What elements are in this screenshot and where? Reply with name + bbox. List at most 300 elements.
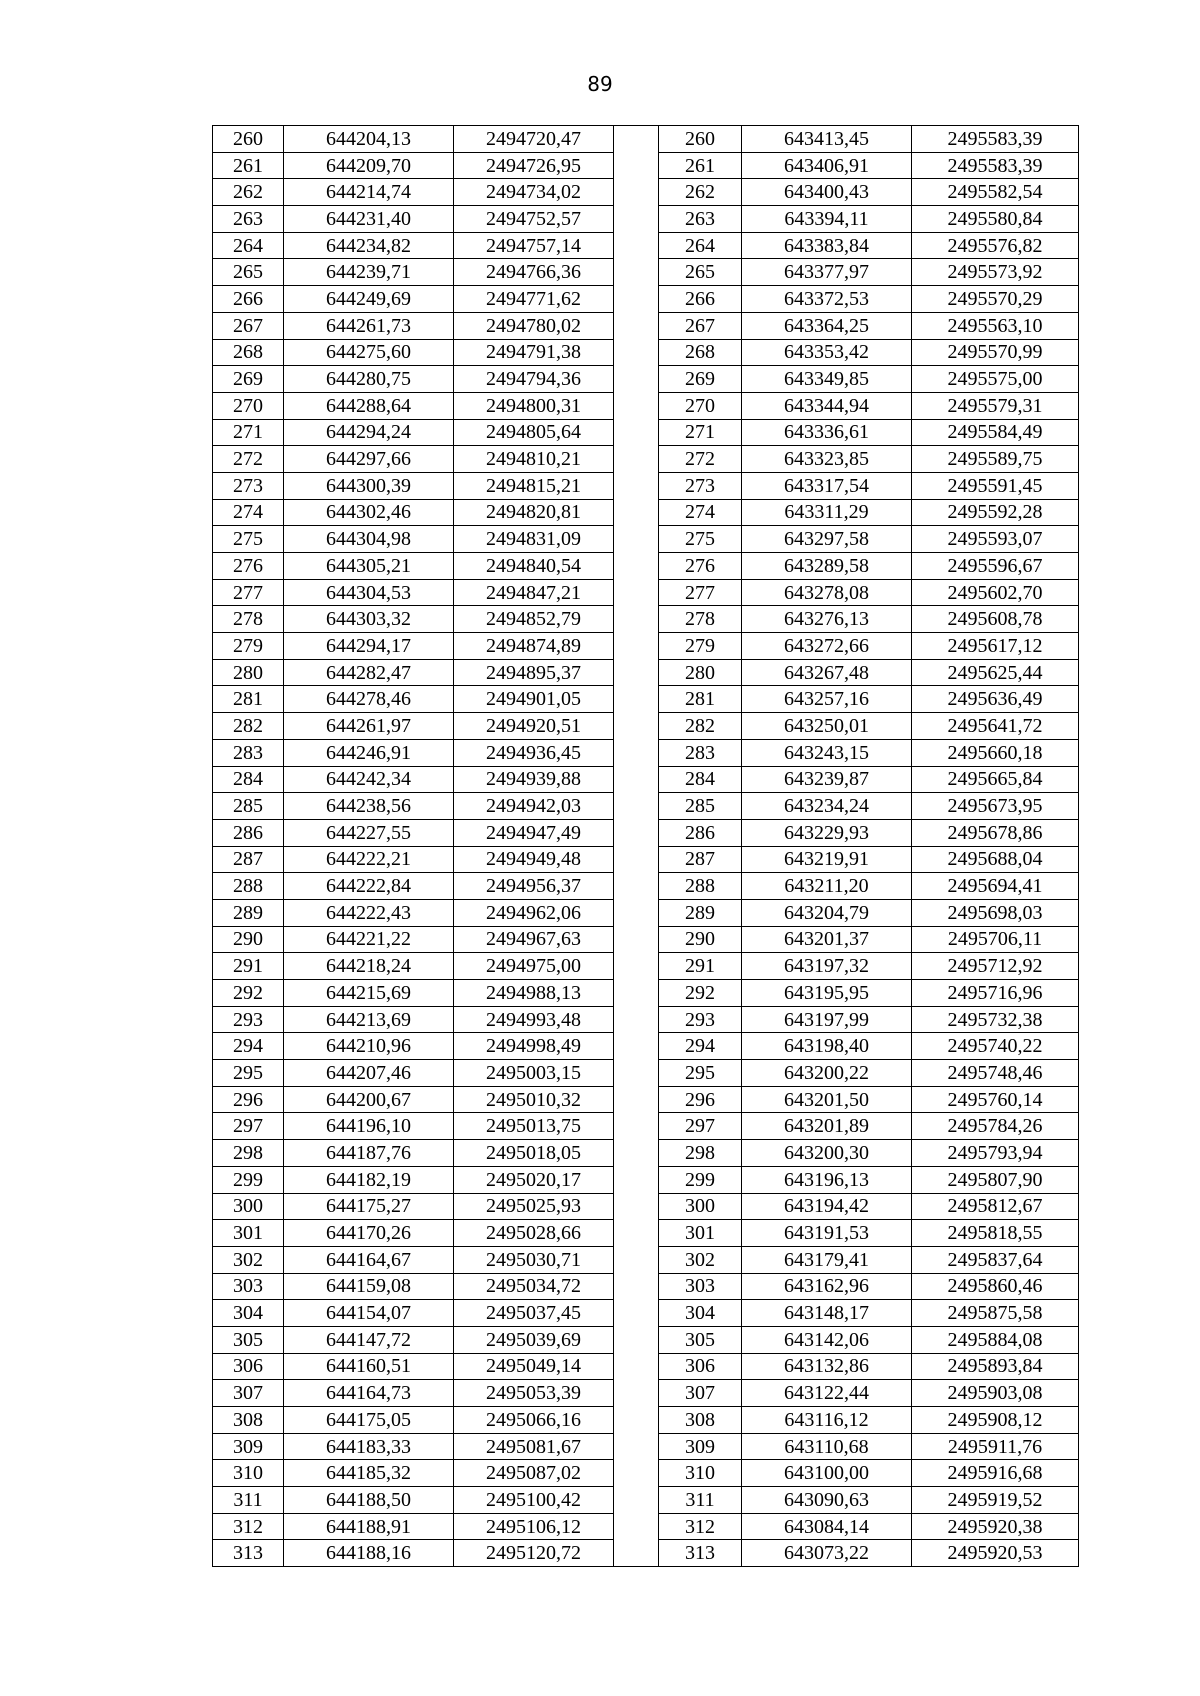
left-point-number-cell: 310 [213,1460,284,1487]
spacer-cell [614,472,659,499]
left-point-number-cell: 312 [213,1513,284,1540]
left-point-number-cell: 288 [213,873,284,900]
left-x-cell: 644188,16 [284,1540,454,1567]
left-x-cell: 644204,13 [284,126,454,153]
left-y-cell: 2495100,42 [454,1487,614,1514]
right-point-number-cell: 287 [659,846,742,873]
left-y-cell: 2494757,14 [454,232,614,259]
left-y-cell: 2495034,72 [454,1273,614,1300]
spacer-cell [614,659,659,686]
table-row [213,526,1079,553]
right-x-cell: 643406,91 [742,152,912,179]
table-row [213,686,1079,713]
right-x-cell: 643349,85 [742,366,912,393]
right-point-number-cell: 304 [659,1300,742,1327]
right-point-number-cell: 270 [659,392,742,419]
right-x-cell: 643353,42 [742,339,912,366]
spacer-cell [614,1033,659,1060]
right-point-number-cell: 267 [659,312,742,339]
right-y-cell: 2495579,31 [912,392,1079,419]
left-x-cell: 644305,21 [284,553,454,580]
spacer-cell [614,926,659,953]
left-point-number-cell: 287 [213,846,284,873]
left-point-number-cell: 270 [213,392,284,419]
left-x-cell: 644210,96 [284,1033,454,1060]
left-point-number-cell: 303 [213,1273,284,1300]
right-y-cell: 2495884,08 [912,1326,1079,1353]
right-y-cell: 2495589,75 [912,446,1079,473]
right-y-cell: 2495583,39 [912,126,1079,153]
spacer-cell [614,1513,659,1540]
right-x-cell: 643243,15 [742,739,912,766]
spacer-cell [614,713,659,740]
right-point-number-cell: 277 [659,579,742,606]
left-y-cell: 2494998,49 [454,1033,614,1060]
right-point-number-cell: 262 [659,179,742,206]
right-point-number-cell: 311 [659,1487,742,1514]
right-point-number-cell: 308 [659,1407,742,1434]
left-point-number-cell: 304 [213,1300,284,1327]
spacer-cell [614,259,659,286]
left-y-cell: 2494815,21 [454,472,614,499]
right-y-cell: 2495916,68 [912,1460,1079,1487]
left-y-cell: 2494805,64 [454,419,614,446]
right-point-number-cell: 278 [659,606,742,633]
right-point-number-cell: 303 [659,1273,742,1300]
spacer-cell [614,126,659,153]
right-x-cell: 643239,87 [742,766,912,793]
right-y-cell: 2495793,94 [912,1140,1079,1167]
right-y-cell: 2495875,58 [912,1300,1079,1327]
left-y-cell: 2495030,71 [454,1246,614,1273]
left-y-cell: 2495010,32 [454,1086,614,1113]
table-row [213,286,1079,313]
right-y-cell: 2495837,64 [912,1246,1079,1273]
table-row [213,312,1079,339]
right-point-number-cell: 306 [659,1353,742,1380]
right-x-cell: 643336,61 [742,419,912,446]
right-x-cell: 643162,96 [742,1273,912,1300]
right-point-number-cell: 274 [659,499,742,526]
table-row [213,339,1079,366]
right-x-cell: 643413,45 [742,126,912,153]
right-y-cell: 2495596,67 [912,553,1079,580]
right-y-cell: 2495608,78 [912,606,1079,633]
right-point-number-cell: 299 [659,1166,742,1193]
right-x-cell: 643289,58 [742,553,912,580]
spacer-cell [614,1060,659,1087]
right-y-cell: 2495617,12 [912,633,1079,660]
left-y-cell: 2494791,38 [454,339,614,366]
right-x-cell: 643197,99 [742,1006,912,1033]
right-x-cell: 643204,79 [742,899,912,926]
spacer-cell [614,793,659,820]
table-row [213,1193,1079,1220]
right-y-cell: 2495732,38 [912,1006,1079,1033]
left-x-cell: 644238,56 [284,793,454,820]
spacer-cell [614,1273,659,1300]
left-y-cell: 2495081,67 [454,1433,614,1460]
right-x-cell: 643278,08 [742,579,912,606]
right-x-cell: 643400,43 [742,179,912,206]
left-x-cell: 644175,05 [284,1407,454,1434]
right-point-number-cell: 281 [659,686,742,713]
right-x-cell: 643383,84 [742,232,912,259]
left-point-number-cell: 291 [213,953,284,980]
table-row [213,606,1079,633]
page-number: 89 [587,72,613,96]
left-point-number-cell: 281 [213,686,284,713]
right-x-cell: 643194,42 [742,1193,912,1220]
spacer-cell [614,1006,659,1033]
right-x-cell: 643344,94 [742,392,912,419]
right-y-cell: 2495602,70 [912,579,1079,606]
right-y-cell: 2495688,04 [912,846,1079,873]
left-y-cell: 2495106,12 [454,1513,614,1540]
spacer-cell [614,1460,659,1487]
left-x-cell: 644282,47 [284,659,454,686]
left-y-cell: 2494771,62 [454,286,614,313]
table-row [213,206,1079,233]
right-y-cell: 2495911,76 [912,1433,1079,1460]
table-row [213,873,1079,900]
spacer-cell [614,739,659,766]
spacer-cell [614,526,659,553]
left-point-number-cell: 278 [213,606,284,633]
right-x-cell: 643132,86 [742,1353,912,1380]
left-y-cell: 2494720,47 [454,126,614,153]
left-x-cell: 644154,07 [284,1300,454,1327]
right-y-cell: 2495760,14 [912,1086,1079,1113]
spacer-cell [614,1166,659,1193]
right-x-cell: 643372,53 [742,286,912,313]
left-x-cell: 644246,91 [284,739,454,766]
left-y-cell: 2495028,66 [454,1220,614,1247]
left-x-cell: 644164,73 [284,1380,454,1407]
left-x-cell: 644300,39 [284,472,454,499]
right-x-cell: 643201,89 [742,1113,912,1140]
table-row [213,472,1079,499]
spacer-cell [614,846,659,873]
left-x-cell: 644222,84 [284,873,454,900]
left-point-number-cell: 309 [213,1433,284,1460]
right-y-cell: 2495698,03 [912,899,1079,926]
right-point-number-cell: 307 [659,1380,742,1407]
right-x-cell: 643311,29 [742,499,912,526]
right-x-cell: 643195,95 [742,980,912,1007]
table-row [213,1033,1079,1060]
left-x-cell: 644196,10 [284,1113,454,1140]
left-y-cell: 2494956,37 [454,873,614,900]
right-point-number-cell: 294 [659,1033,742,1060]
left-y-cell: 2494780,02 [454,312,614,339]
left-point-number-cell: 305 [213,1326,284,1353]
spacer-cell [614,1246,659,1273]
left-y-cell: 2494975,00 [454,953,614,980]
left-x-cell: 644213,69 [284,1006,454,1033]
right-point-number-cell: 305 [659,1326,742,1353]
right-point-number-cell: 284 [659,766,742,793]
right-x-cell: 643394,11 [742,206,912,233]
spacer-cell [614,606,659,633]
left-x-cell: 644159,08 [284,1273,454,1300]
table-row [213,1513,1079,1540]
left-y-cell: 2494840,54 [454,553,614,580]
left-y-cell: 2494895,37 [454,659,614,686]
right-y-cell: 2495903,08 [912,1380,1079,1407]
right-y-cell: 2495584,49 [912,419,1079,446]
spacer-cell [614,819,659,846]
left-point-number-cell: 306 [213,1353,284,1380]
table-row [213,739,1079,766]
left-x-cell: 644304,53 [284,579,454,606]
right-y-cell: 2495784,26 [912,1113,1079,1140]
left-y-cell: 2494939,88 [454,766,614,793]
left-x-cell: 644170,26 [284,1220,454,1247]
right-point-number-cell: 272 [659,446,742,473]
left-x-cell: 644147,72 [284,1326,454,1353]
left-x-cell: 644200,67 [284,1086,454,1113]
left-x-cell: 644182,19 [284,1166,454,1193]
left-point-number-cell: 294 [213,1033,284,1060]
right-x-cell: 643073,22 [742,1540,912,1567]
table-row [213,1166,1079,1193]
right-y-cell: 2495563,10 [912,312,1079,339]
right-x-cell: 643110,68 [742,1433,912,1460]
left-point-number-cell: 274 [213,499,284,526]
spacer-cell [614,980,659,1007]
right-y-cell: 2495570,99 [912,339,1079,366]
left-point-number-cell: 262 [213,179,284,206]
right-point-number-cell: 283 [659,739,742,766]
right-y-cell: 2495740,22 [912,1033,1079,1060]
right-y-cell: 2495860,46 [912,1273,1079,1300]
spacer-cell [614,446,659,473]
right-y-cell: 2495706,11 [912,926,1079,953]
spacer-cell [614,366,659,393]
table-row [213,1380,1079,1407]
table-row [213,1407,1079,1434]
table-row [213,1460,1079,1487]
right-point-number-cell: 276 [659,553,742,580]
left-x-cell: 644183,33 [284,1433,454,1460]
left-y-cell: 2494949,48 [454,846,614,873]
left-y-cell: 2494852,79 [454,606,614,633]
spacer-cell [614,1140,659,1167]
left-point-number-cell: 282 [213,713,284,740]
right-point-number-cell: 275 [659,526,742,553]
table-row [213,633,1079,660]
right-y-cell: 2495748,46 [912,1060,1079,1087]
right-x-cell: 643201,50 [742,1086,912,1113]
spacer-cell [614,312,659,339]
right-x-cell: 643191,53 [742,1220,912,1247]
table-row [213,1353,1079,1380]
left-point-number-cell: 308 [213,1407,284,1434]
spacer-cell [614,232,659,259]
table-row [213,793,1079,820]
left-point-number-cell: 285 [213,793,284,820]
right-x-cell: 643250,01 [742,713,912,740]
left-x-cell: 644227,55 [284,819,454,846]
right-point-number-cell: 263 [659,206,742,233]
right-point-number-cell: 271 [659,419,742,446]
table-row [213,766,1079,793]
table-row [213,1113,1079,1140]
table-row [213,713,1079,740]
left-point-number-cell: 301 [213,1220,284,1247]
right-point-number-cell: 291 [659,953,742,980]
left-x-cell: 644185,32 [284,1460,454,1487]
spacer-cell [614,1540,659,1567]
right-x-cell: 643364,25 [742,312,912,339]
right-y-cell: 2495573,92 [912,259,1079,286]
left-x-cell: 644188,50 [284,1487,454,1514]
left-x-cell: 644218,24 [284,953,454,980]
spacer-cell [614,179,659,206]
right-x-cell: 643267,48 [742,659,912,686]
left-point-number-cell: 273 [213,472,284,499]
left-point-number-cell: 269 [213,366,284,393]
table-row [213,953,1079,980]
right-y-cell: 2495582,54 [912,179,1079,206]
right-point-number-cell: 296 [659,1086,742,1113]
right-y-cell: 2495807,90 [912,1166,1079,1193]
table-row [213,1487,1079,1514]
left-point-number-cell: 267 [213,312,284,339]
left-point-number-cell: 302 [213,1246,284,1273]
left-point-number-cell: 261 [213,152,284,179]
left-x-cell: 644187,76 [284,1140,454,1167]
left-point-number-cell: 298 [213,1140,284,1167]
right-y-cell: 2495625,44 [912,659,1079,686]
right-point-number-cell: 261 [659,152,742,179]
spacer-cell [614,1193,659,1220]
left-y-cell: 2494967,63 [454,926,614,953]
right-point-number-cell: 260 [659,126,742,153]
left-point-number-cell: 297 [213,1113,284,1140]
table-row [213,259,1079,286]
spacer-cell [614,499,659,526]
table-row [213,1006,1079,1033]
left-point-number-cell: 286 [213,819,284,846]
left-y-cell: 2495037,45 [454,1300,614,1327]
right-x-cell: 643100,00 [742,1460,912,1487]
right-y-cell: 2495812,67 [912,1193,1079,1220]
left-point-number-cell: 300 [213,1193,284,1220]
right-y-cell: 2495636,49 [912,686,1079,713]
right-x-cell: 643198,40 [742,1033,912,1060]
table-row [213,366,1079,393]
left-y-cell: 2494810,21 [454,446,614,473]
left-point-number-cell: 265 [213,259,284,286]
left-x-cell: 644294,17 [284,633,454,660]
spacer-cell [614,1086,659,1113]
table-row [213,1086,1079,1113]
left-y-cell: 2495020,17 [454,1166,614,1193]
right-point-number-cell: 269 [659,366,742,393]
left-y-cell: 2495018,05 [454,1140,614,1167]
table-row [213,232,1079,259]
spacer-cell [614,419,659,446]
left-point-number-cell: 271 [213,419,284,446]
left-x-cell: 644280,75 [284,366,454,393]
right-point-number-cell: 310 [659,1460,742,1487]
table-row [213,152,1079,179]
left-point-number-cell: 313 [213,1540,284,1567]
right-point-number-cell: 295 [659,1060,742,1087]
left-point-number-cell: 280 [213,659,284,686]
right-point-number-cell: 292 [659,980,742,1007]
right-point-number-cell: 268 [659,339,742,366]
left-point-number-cell: 264 [213,232,284,259]
right-point-number-cell: 280 [659,659,742,686]
right-point-number-cell: 293 [659,1006,742,1033]
coordinates-table-body [213,126,1079,1567]
spacer-cell [614,206,659,233]
left-y-cell: 2495039,69 [454,1326,614,1353]
left-y-cell: 2494726,95 [454,152,614,179]
left-x-cell: 644188,91 [284,1513,454,1540]
left-point-number-cell: 295 [213,1060,284,1087]
table-row [213,819,1079,846]
right-y-cell: 2495920,38 [912,1513,1079,1540]
left-x-cell: 644249,69 [284,286,454,313]
left-point-number-cell: 283 [213,739,284,766]
right-x-cell: 643211,20 [742,873,912,900]
right-x-cell: 643276,13 [742,606,912,633]
table-row [213,1540,1079,1567]
left-x-cell: 644297,66 [284,446,454,473]
right-y-cell: 2495593,07 [912,526,1079,553]
left-x-cell: 644242,34 [284,766,454,793]
right-x-cell: 643317,54 [742,472,912,499]
left-point-number-cell: 277 [213,579,284,606]
table-row [213,1300,1079,1327]
right-y-cell: 2495919,52 [912,1487,1079,1514]
right-y-cell: 2495641,72 [912,713,1079,740]
right-point-number-cell: 282 [659,713,742,740]
left-x-cell: 644302,46 [284,499,454,526]
table-row [213,579,1079,606]
table-row [213,1140,1079,1167]
right-x-cell: 643196,13 [742,1166,912,1193]
table-row [213,1220,1079,1247]
spacer-cell [614,686,659,713]
right-point-number-cell: 297 [659,1113,742,1140]
spacer-cell [614,899,659,926]
table-row [213,846,1079,873]
right-point-number-cell: 289 [659,899,742,926]
left-y-cell: 2494988,13 [454,980,614,1007]
left-y-cell: 2494734,02 [454,179,614,206]
right-x-cell: 643179,41 [742,1246,912,1273]
table-row [213,899,1079,926]
spacer-cell [614,1487,659,1514]
right-y-cell: 2495660,18 [912,739,1079,766]
spacer-cell [614,579,659,606]
spacer-cell [614,1326,659,1353]
spacer-cell [614,152,659,179]
right-point-number-cell: 301 [659,1220,742,1247]
left-point-number-cell: 272 [213,446,284,473]
right-x-cell: 643219,91 [742,846,912,873]
left-x-cell: 644214,74 [284,179,454,206]
left-y-cell: 2495049,14 [454,1353,614,1380]
left-point-number-cell: 275 [213,526,284,553]
spacer-cell [614,1113,659,1140]
right-x-cell: 643377,97 [742,259,912,286]
